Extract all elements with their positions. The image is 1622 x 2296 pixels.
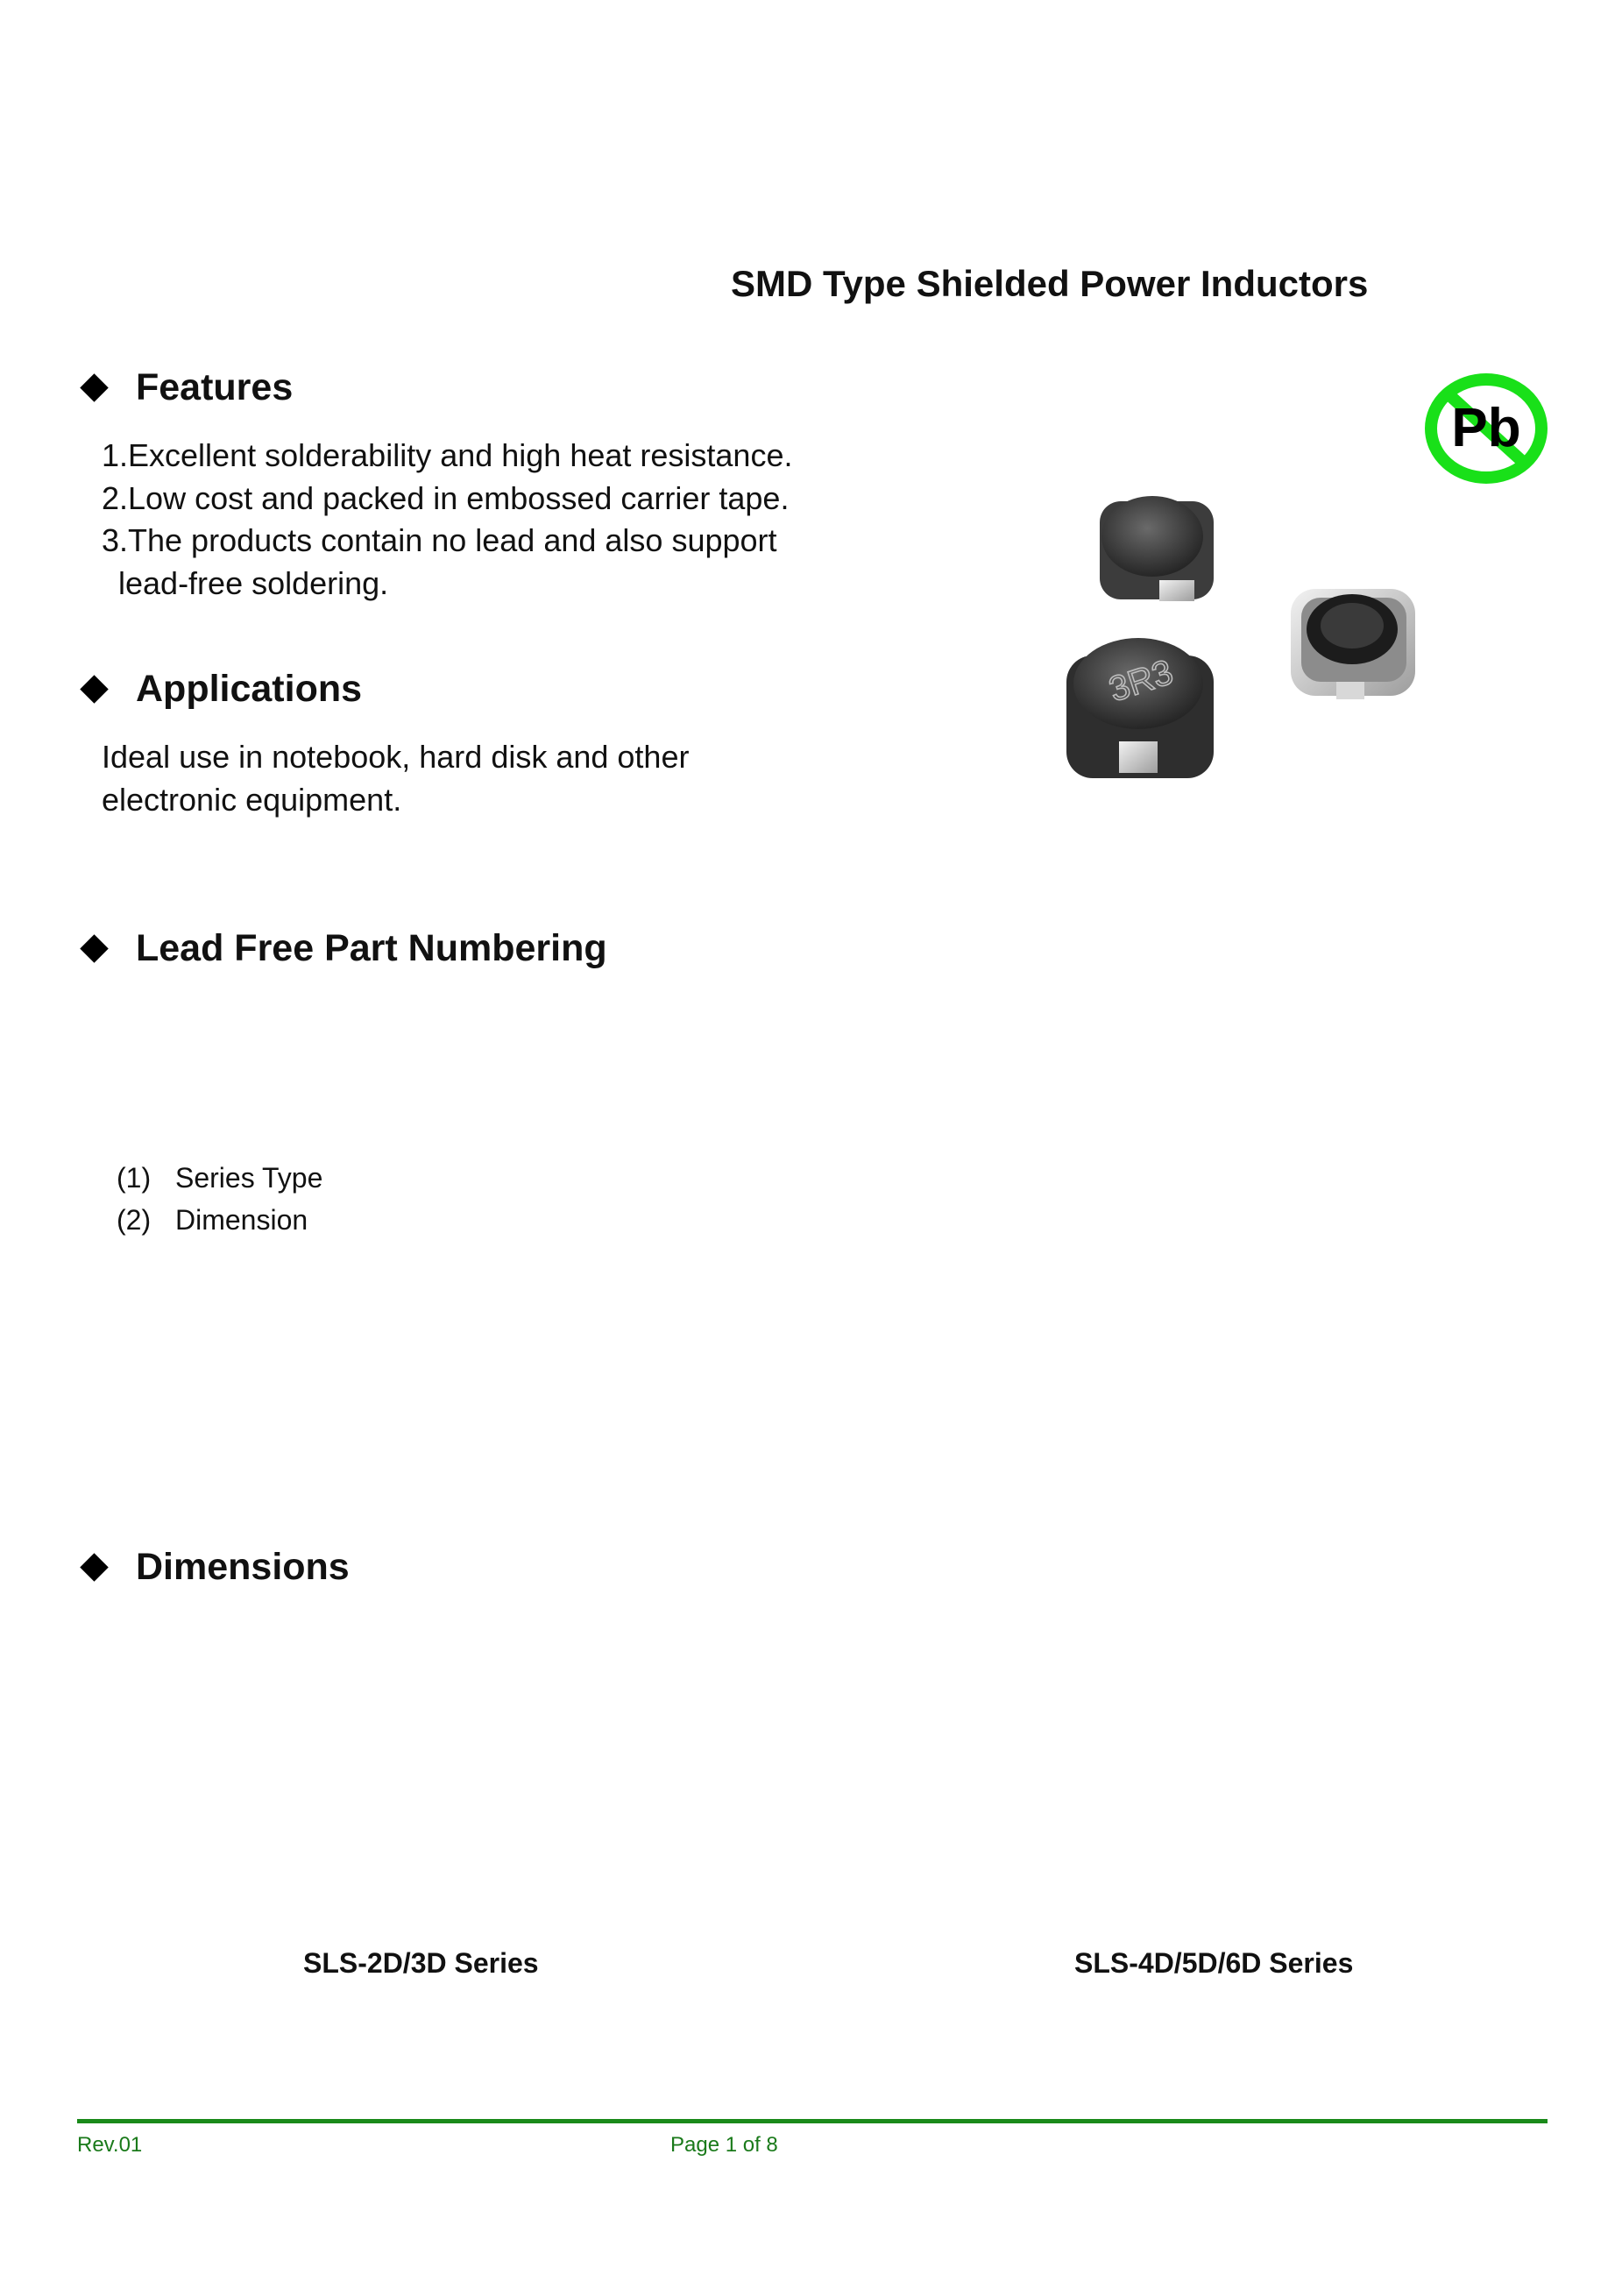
applications-text: [102, 736, 689, 821]
features-list: [102, 435, 792, 605]
diamond-bullet-icon: [80, 675, 109, 704]
dimensions-heading: [77, 1546, 350, 1589]
features-heading: [77, 366, 293, 409]
part-numbering-list: [117, 1157, 322, 1241]
diamond-bullet-icon: [80, 934, 109, 963]
lead-free-logo: [1424, 372, 1548, 485]
footer-page-number: Page 1 of 8: [670, 2133, 778, 2157]
footer-divider: [77, 2119, 1548, 2123]
inductor-marking: 3R3: [1104, 652, 1178, 710]
diamond-bullet-icon: [80, 373, 109, 402]
series-left-caption: SLS-2D/3D Series: [303, 1947, 539, 1979]
inductor-small: [1100, 496, 1214, 601]
list-item-label: Series Type: [175, 1162, 323, 1194]
features-heading-text: Features: [136, 366, 294, 408]
features-line: 2.Low cost and packed in embossed carrier tape.: [102, 479, 790, 516]
applications-heading: [77, 668, 362, 711]
series-right-caption: SLS-4D/5D/6D Series: [1074, 1947, 1354, 1979]
diamond-bullet-icon: [80, 1553, 109, 1582]
product-image: [1047, 482, 1433, 780]
list-item: [117, 1157, 322, 1199]
list-item-number: (2): [117, 1204, 152, 1236]
applications-line: electronic equipment.: [102, 781, 402, 818]
inductor-marked: [1066, 638, 1214, 778]
part-numbering-heading-text: Lead Free Part Numbering: [136, 927, 607, 969]
features-line: 3.The products contain no lead and also support: [102, 522, 777, 558]
list-item-label: Dimension: [175, 1204, 308, 1236]
list-item: [117, 1199, 322, 1241]
dimensions-heading-text: Dimensions: [136, 1546, 350, 1588]
footer-revision: Rev.01: [77, 2133, 143, 2157]
features-line: lead-free soldering.: [118, 564, 389, 601]
features-line: 1.Excellent solderability and high heat resistance.: [102, 437, 793, 473]
applications-line: Ideal use in notebook, hard disk and other: [102, 739, 690, 775]
page-title: SMD Type Shielded Power Inductors: [731, 263, 1369, 304]
inductor-right: [1291, 589, 1415, 699]
list-item-number: (1): [117, 1162, 152, 1194]
pb-text: Pb: [1451, 398, 1521, 458]
part-numbering-heading: [77, 927, 607, 970]
applications-heading-text: Applications: [136, 668, 363, 710]
